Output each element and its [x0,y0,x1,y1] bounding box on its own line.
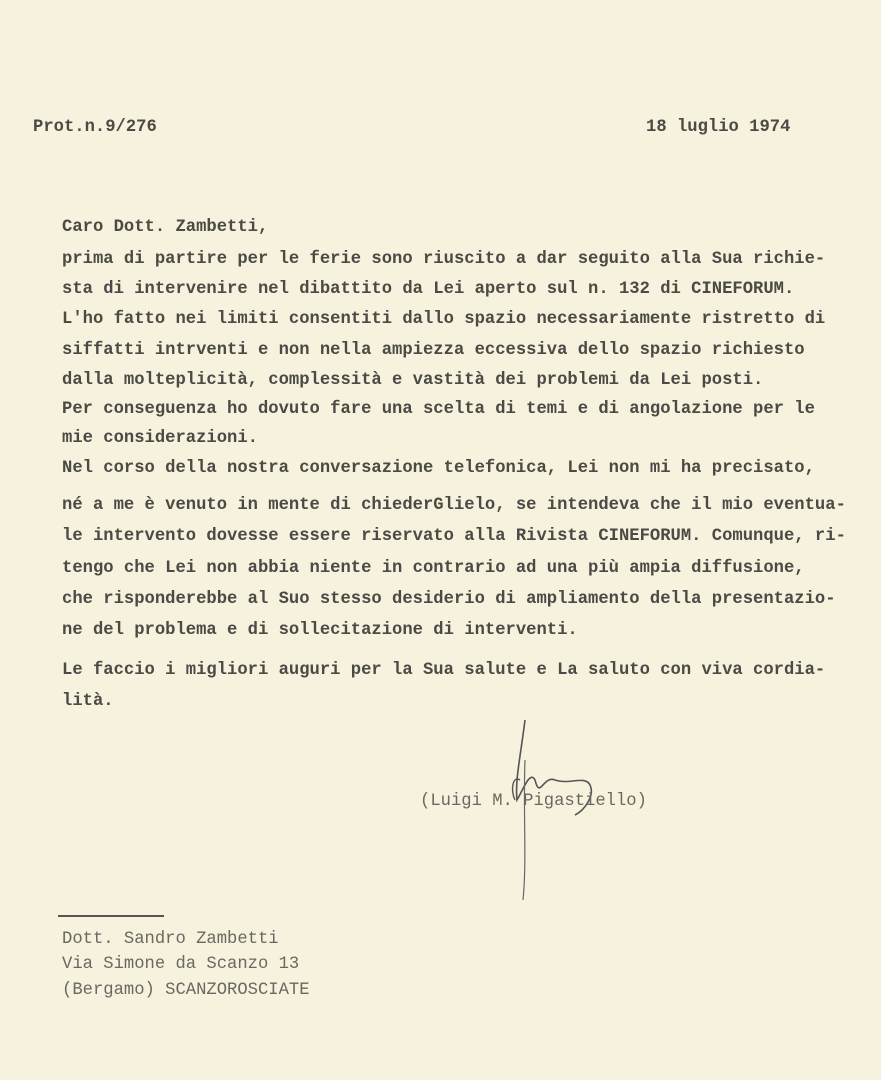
body-line: siffatti intrventi e non nella ampiezza eccessiva dello spazio richiesto [62,341,805,360]
body-line: prima di partire per le ferie sono riuscito a dar seguito alla Sua richie- [62,250,826,269]
recipient-name: Dott. Sandro Zambetti [62,930,279,949]
body-line: L'ho fatto nei limiti consentiti dallo spazio necessariamente ristretto di [62,310,826,329]
body-line: Nel corso della nostra conversazione telefonica, Lei non mi ha precisato, [62,459,815,478]
body-line: Le faccio i migliori auguri per la Sua salute e La saluto con viva cordia- [62,661,826,680]
protocol-number: Prot.n.9/276 [33,118,157,137]
body-line: Per conseguenza ho dovuto fare una scelta di temi e di angolazione per le [62,400,815,419]
body-line: dalla molteplicità, complessità e vastità dei problemi da Lei posti. [62,371,764,390]
body-line: lità. [62,692,114,711]
recipient-city: (Bergamo) SCANZOROSCIATE [62,981,310,1000]
letter-date: 18 luglio 1974 [646,118,791,137]
body-line: mie considerazioni. [62,429,258,448]
salutation: Caro Dott. Zambetti, [62,218,269,237]
recipient-street: Via Simone da Scanzo 13 [62,955,300,974]
body-line: tengo che Lei non abbia niente in contrario ad una più ampia diffusione, [62,559,805,578]
handwritten-signature [495,720,625,910]
divider [58,915,164,917]
body-line: né a me è venuto in mente di chiederGlielo, se intendeva che il mio eventua- [62,496,846,515]
body-line: le intervento dovesse essere riservato alla Rivista CINEFORUM. Comunque, ri- [62,527,846,546]
body-line: sta di intervenire nel dibattito da Lei aperto sul n. 132 di CINEFORUM. [62,280,795,299]
signatory-name: (Luigi M. Pigastiello) [420,792,647,811]
body-line: che risponderebbe al Suo stesso desiderio di ampliamento della presentazio- [62,590,836,609]
body-line: ne del problema e di sollecitazione di interventi. [62,621,578,640]
